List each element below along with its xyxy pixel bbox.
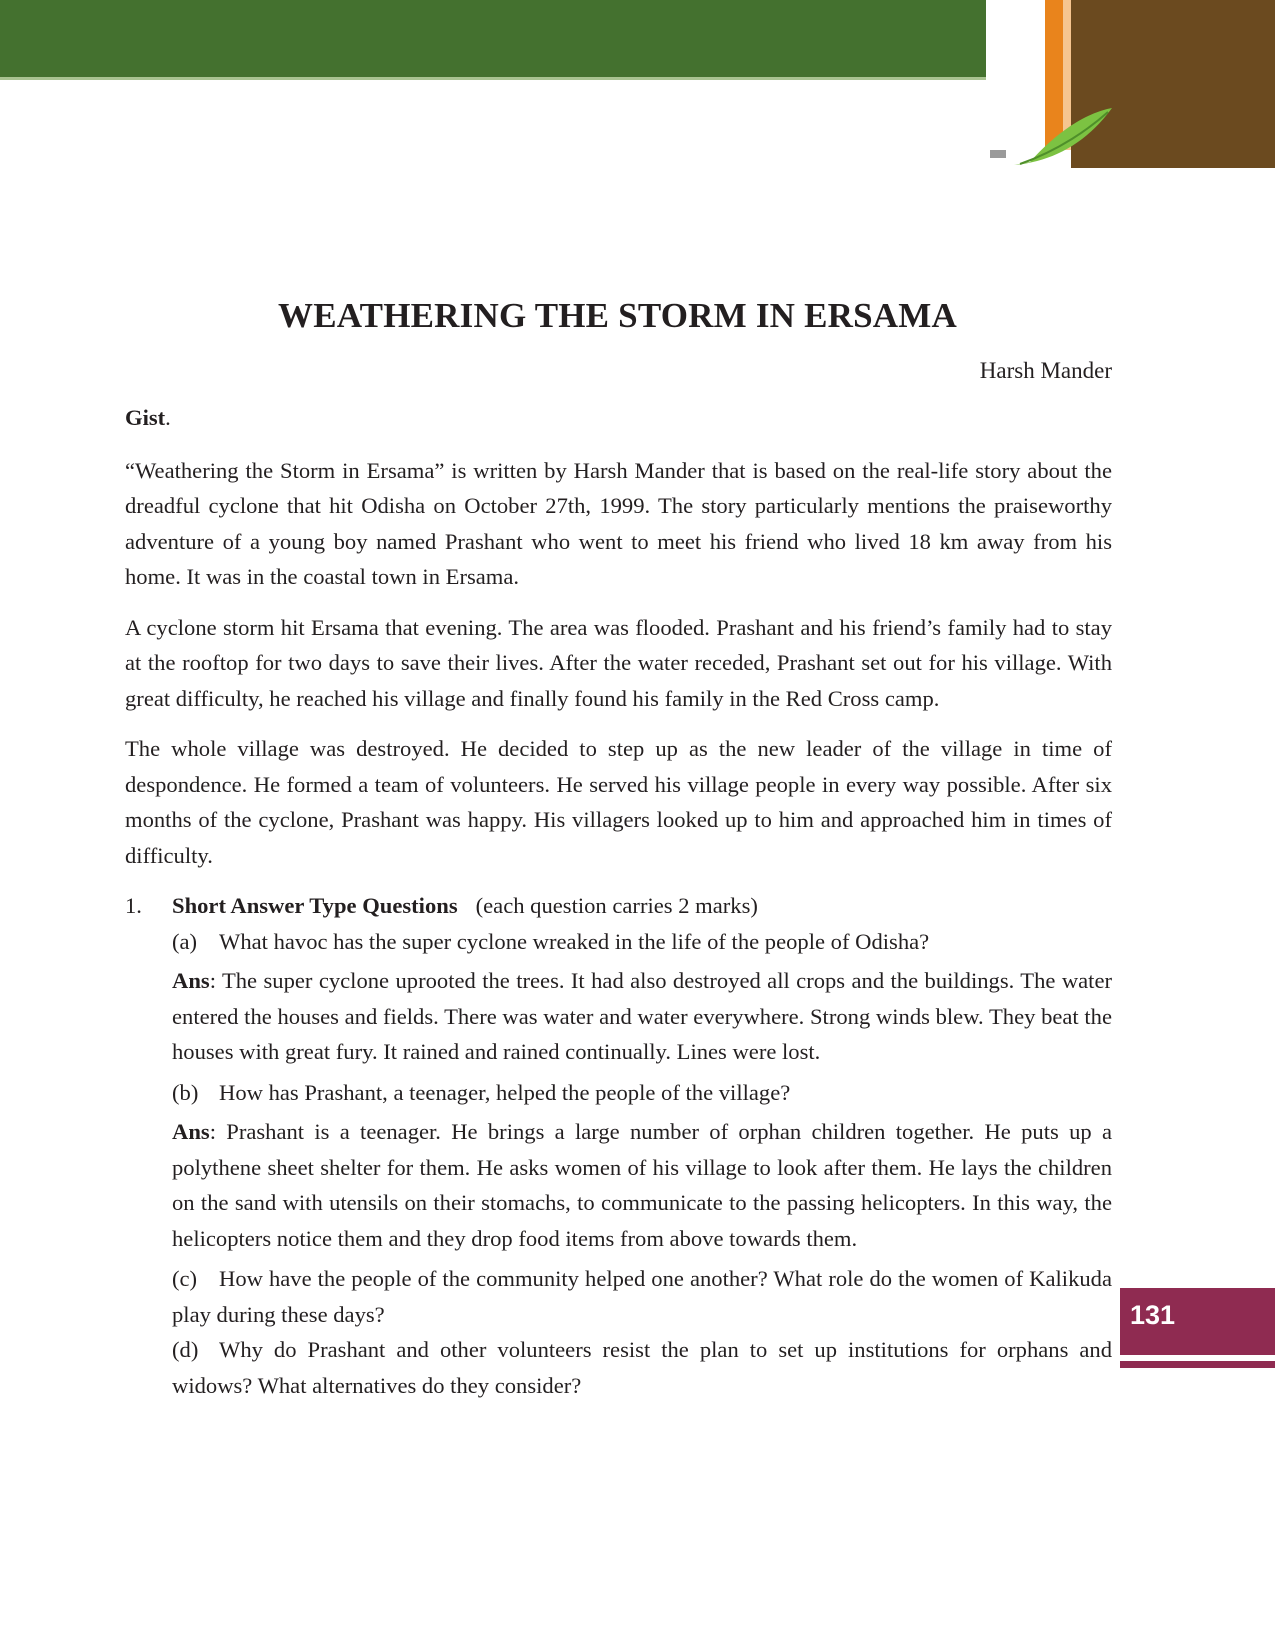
header-green-underline	[0, 77, 986, 80]
question-label: (b)	[172, 1079, 199, 1105]
page-title: WEATHERING THE STORM IN ERSAMA	[278, 296, 957, 335]
answer-text: : Prashant is a teenager. He brings a large number of orphan children together. He puts up a polythene sheet shelter for them. He asks women of his village to look after them. He lays the children on the sand with utensils on their stomachs, to communicate to the passing helicopters. In this way, the helicopters notice them and they drop food items from above towards them.	[172, 1119, 1112, 1251]
question-label: (c)	[172, 1266, 198, 1291]
question-text: How have the people of the community helped one another? What role do the women of Kalikuda play during these days?	[172, 1266, 1112, 1327]
gist-paragraph-1: “Weathering the Storm in Ersama” is written by Harsh Mander that is based on the real-life story about the dreadful cyclone that hit Odisha on October 27th, 1999. The story particularly mentions the praiseworthy adventure of a young boy named Prashant who went to meet his friend who lived 18 km away from his home. It was in the coastal town in Ersama.	[125, 457, 1112, 589]
gist-label: Gist	[125, 405, 166, 430]
gist-paragraph-2: A cyclone storm hit Ersama that evening. The area was flooded. Prashant and his friend’s family had to stay at the rooftop for two days to save their lives. After the water receded, Prashant set out for his village. With great difficulty, he reached his village and finally found his family in the Red Cross camp.	[125, 614, 1112, 711]
question-label: (a)	[172, 928, 198, 954]
question-b	[172, 1075, 1112, 1111]
answer-text: : The super cyclone uprooted the trees. It had also destroyed all crops and the buildings. The water entered the houses and fields. There was water and water everywhere. Strong winds blew. They beat the houses with great fury. It rained and rained continually. Lines were lost.	[172, 968, 1112, 1064]
question-c	[172, 1261, 1112, 1332]
question-label: (d)	[172, 1337, 199, 1362]
question-d	[172, 1332, 1112, 1403]
answer-label: Ans	[172, 1119, 210, 1144]
answer-a	[172, 963, 1112, 1070]
page-number: 131	[1120, 1288, 1275, 1355]
plant-sprout-icon	[990, 0, 1275, 180]
section-heading	[125, 888, 1112, 924]
page-number-underline	[1120, 1361, 1275, 1368]
answer-b	[172, 1114, 1112, 1256]
section-title: Short Answer Type Questions	[172, 893, 458, 918]
gist-paragraph-3: The whole village was destroyed. He decided to step up as the new leader of the village in time of despondence. He formed a team of volunteers. He served his village people in every way possible. After six months of the cyclone, Prashant was happy. His villagers looked up to him and approached him in times of difficulty.	[125, 736, 1112, 868]
question-text: Why do Prashant and other volunteers resist the plan to set up institutions for orphans and widows? What alternatives do they consider?	[172, 1337, 1112, 1398]
question-a	[172, 924, 1112, 960]
questions-list	[172, 924, 1112, 1404]
section-note: (each question carries 2 marks)	[475, 893, 758, 918]
main-content	[125, 400, 1112, 1403]
question-text: How has Prashant, a teenager, helped the people of the village?	[219, 1079, 791, 1105]
header-green-bar	[0, 0, 986, 77]
question-text: What havoc has the super cyclone wreaked in the life of the people of Odisha?	[219, 928, 930, 954]
section-number: 1.	[125, 893, 142, 918]
gist-punct: .	[165, 405, 171, 430]
gist-heading	[125, 400, 1112, 436]
answer-label: Ans	[172, 968, 210, 993]
author-name: Harsh Mander	[979, 358, 1112, 383]
